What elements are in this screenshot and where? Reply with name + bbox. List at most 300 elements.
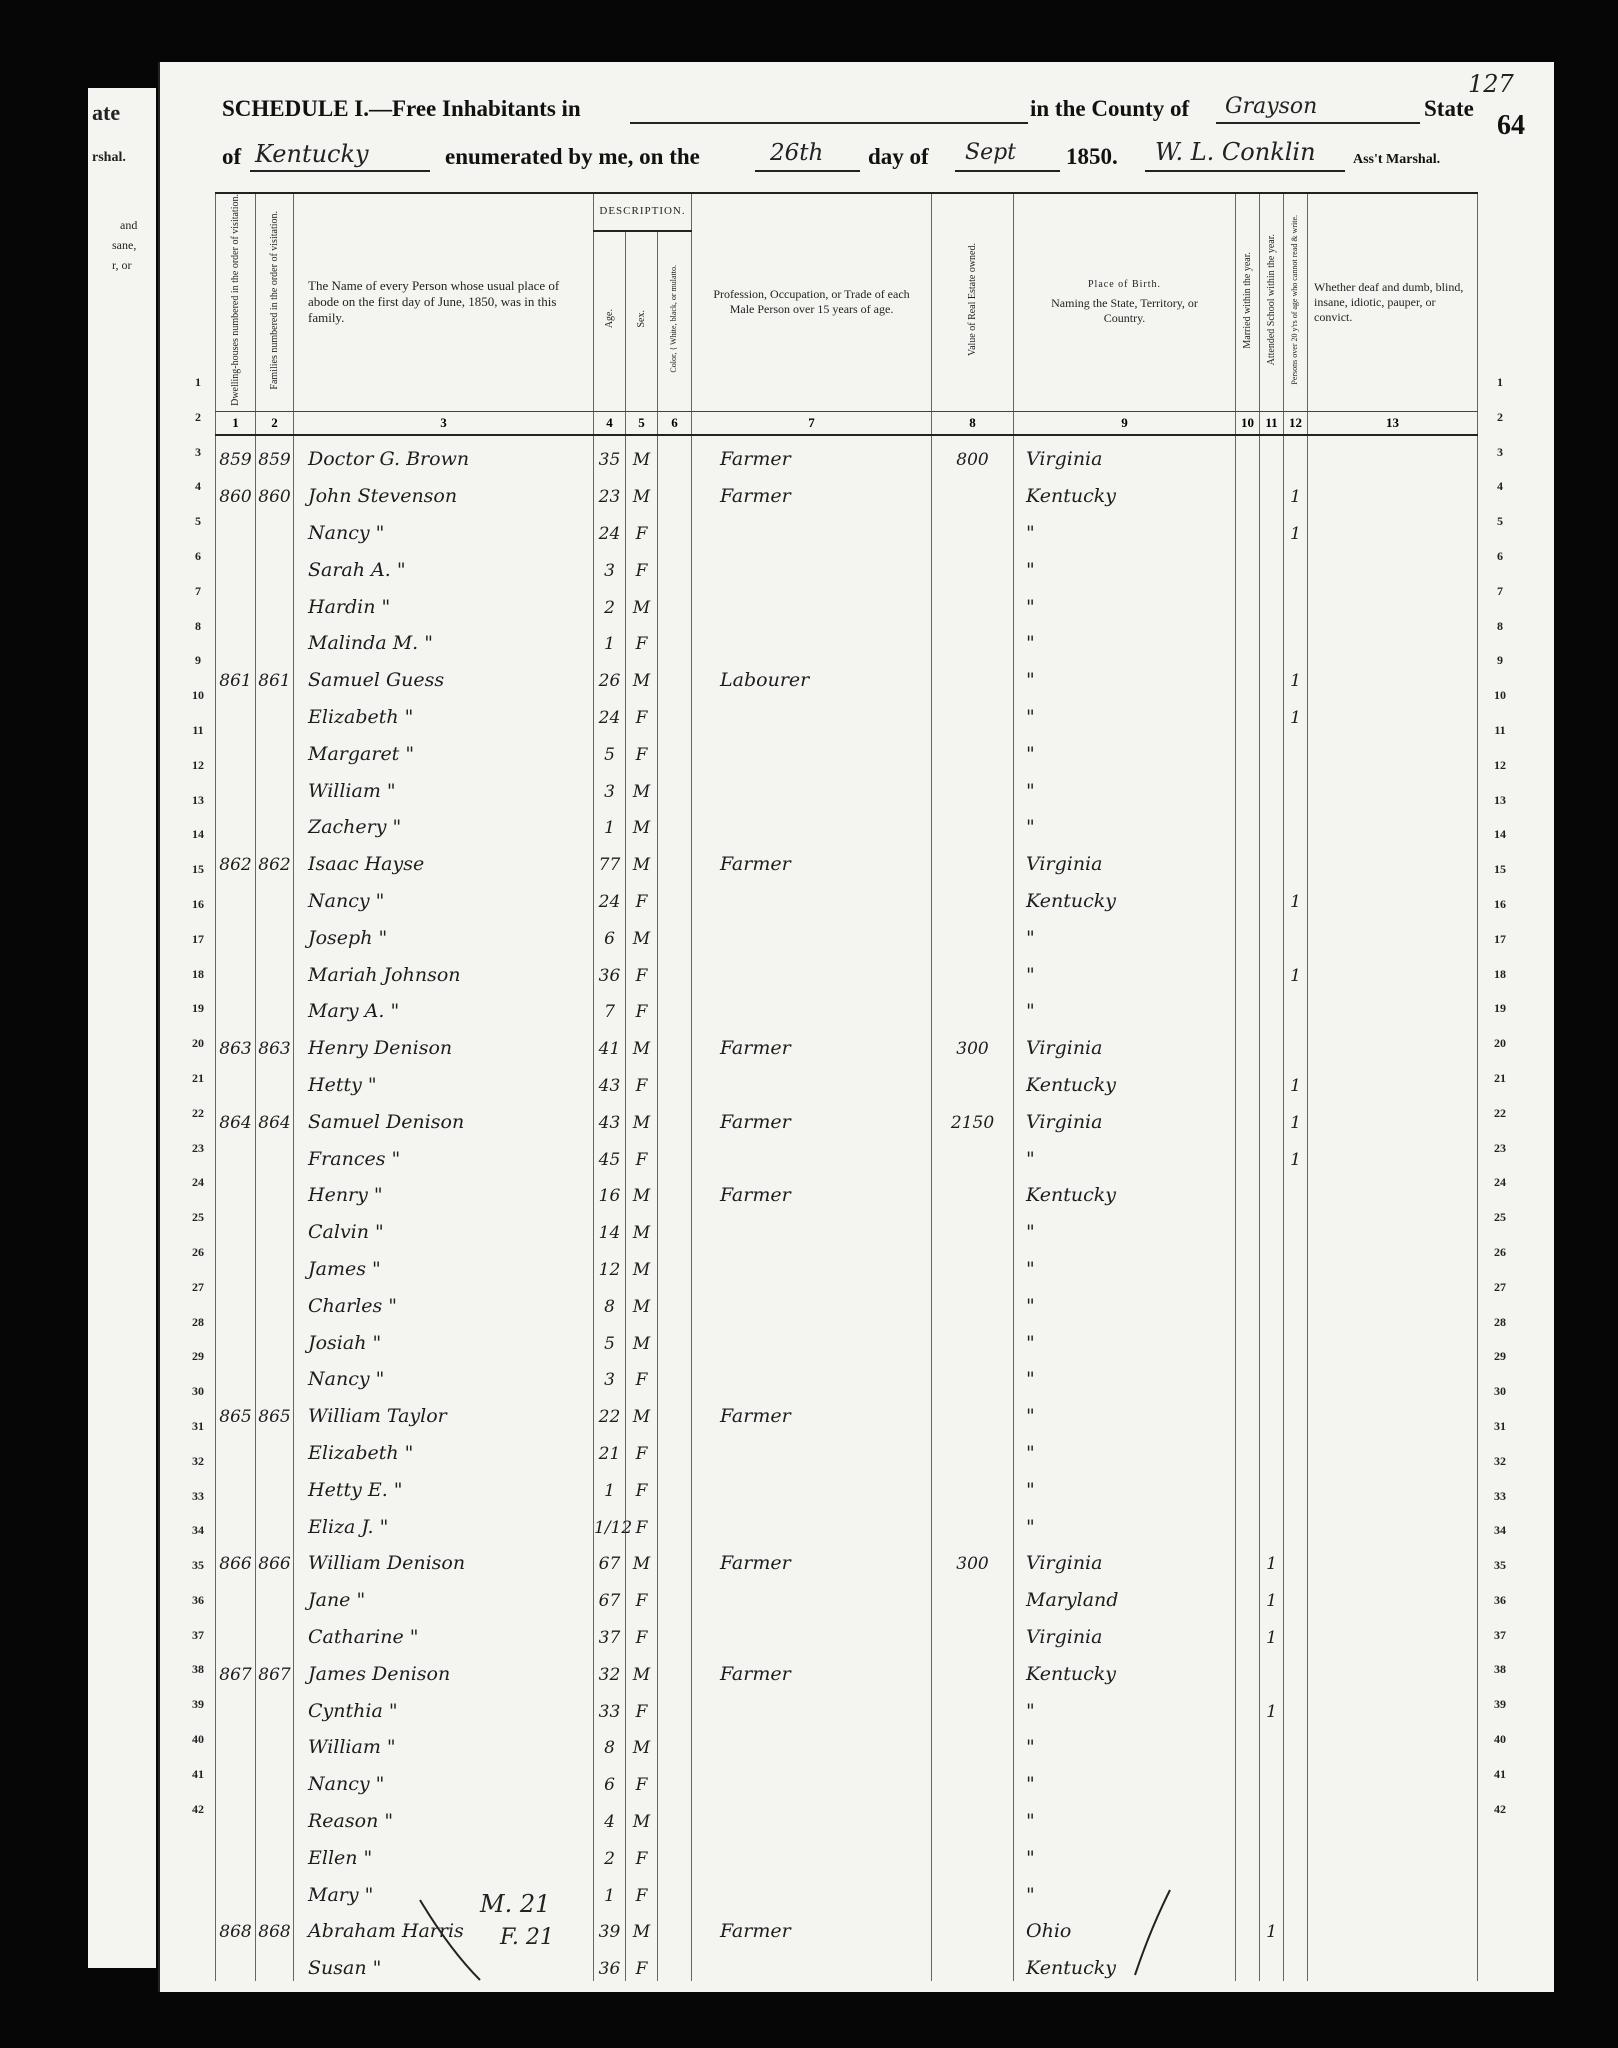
- line-number: 16: [1494, 896, 1506, 911]
- county-value: Grayson: [1225, 94, 1318, 119]
- line-number: 3: [1497, 444, 1503, 459]
- person-name: Hardin ": [294, 583, 594, 620]
- real-estate-value: [932, 1834, 1014, 1871]
- condition: [1308, 767, 1478, 804]
- age: 21: [594, 1429, 626, 1466]
- family-number: [256, 1208, 294, 1245]
- table-row: [216, 1282, 1478, 1319]
- occupation: [692, 1760, 932, 1797]
- col-header-description: DESCRIPTION.: [594, 193, 692, 231]
- sex: F: [626, 1613, 658, 1650]
- line-number: 4: [1497, 479, 1503, 494]
- real-estate-value: [932, 988, 1014, 1025]
- age: 8: [594, 1724, 626, 1761]
- person-name: Mariah Johnson: [294, 951, 594, 988]
- table-row: [216, 1245, 1478, 1282]
- color: [658, 620, 692, 657]
- illiterate-mark: 1: [1284, 1135, 1308, 1172]
- condition: [1308, 1061, 1478, 1098]
- birthplace: ": [1014, 1208, 1236, 1245]
- real-estate-value: [932, 767, 1014, 804]
- line-number: 26: [1494, 1244, 1506, 1259]
- condition: [1308, 1576, 1478, 1613]
- table-row: [216, 546, 1478, 583]
- married-mark: [1236, 988, 1260, 1025]
- married-mark: [1236, 1466, 1260, 1503]
- line-number: 30: [1494, 1384, 1506, 1399]
- table-row: [216, 804, 1478, 841]
- age: 2: [594, 1834, 626, 1871]
- family-number: 863: [256, 1024, 294, 1061]
- family-number: [256, 1797, 294, 1834]
- school-mark: [1260, 1356, 1284, 1393]
- person-name: Reason ": [294, 1797, 594, 1834]
- illiterate-mark: [1284, 840, 1308, 877]
- color: [658, 1356, 692, 1393]
- school-mark: [1260, 1650, 1284, 1687]
- real-estate-value: [932, 1650, 1014, 1687]
- school-mark: [1260, 1760, 1284, 1797]
- family-number: 860: [256, 472, 294, 509]
- table-row: [216, 840, 1478, 877]
- condition: [1308, 435, 1478, 473]
- illiterate-mark: [1284, 1650, 1308, 1687]
- birthplace: Kentucky: [1014, 1172, 1236, 1209]
- birthplace: ": [1014, 1429, 1236, 1466]
- person-name: Sarah A. ": [294, 546, 594, 583]
- col-number: 6: [658, 411, 692, 435]
- line-number: 33: [192, 1488, 204, 1503]
- occupation: [692, 1319, 932, 1356]
- family-number: [256, 1944, 294, 1981]
- dwelling-number: [216, 1760, 256, 1797]
- col-number: 2: [256, 411, 294, 435]
- line-number: 10: [1494, 688, 1506, 703]
- dwelling-number: [216, 1834, 256, 1871]
- family-number: [256, 730, 294, 767]
- line-number: 22: [192, 1105, 204, 1120]
- age: 23: [594, 472, 626, 509]
- dwelling-number: 866: [216, 1540, 256, 1577]
- family-number: 862: [256, 840, 294, 877]
- table-row: [216, 1834, 1478, 1871]
- condition: [1308, 1724, 1478, 1761]
- line-number: 14: [1494, 827, 1506, 842]
- condition: [1308, 620, 1478, 657]
- married-mark: [1236, 1392, 1260, 1429]
- table-row: [216, 1172, 1478, 1209]
- condition: [1308, 1760, 1478, 1797]
- occupation: [692, 914, 932, 951]
- family-number: [256, 1466, 294, 1503]
- family-number: 867: [256, 1650, 294, 1687]
- school-mark: 1: [1260, 1908, 1284, 1945]
- occupation: [692, 1724, 932, 1761]
- line-number: 23: [192, 1140, 204, 1155]
- real-estate-value: [932, 1208, 1014, 1245]
- birthplace: ": [1014, 914, 1236, 951]
- family-number: [256, 1319, 294, 1356]
- married-mark: [1236, 1834, 1260, 1871]
- state-label: State: [1424, 96, 1474, 121]
- family-number: 864: [256, 1098, 294, 1135]
- col-header-sex: Sex.: [626, 231, 658, 411]
- age: 24: [594, 509, 626, 546]
- occupation: Farmer: [692, 1024, 932, 1061]
- condition: [1308, 1024, 1478, 1061]
- line-number: 34: [1494, 1523, 1506, 1538]
- age: 24: [594, 693, 626, 730]
- school-mark: [1260, 435, 1284, 473]
- real-estate-value: [932, 840, 1014, 877]
- married-mark: [1236, 840, 1260, 877]
- married-mark: [1236, 656, 1260, 693]
- age: 24: [594, 877, 626, 914]
- real-estate-value: [932, 693, 1014, 730]
- illiterate-mark: [1284, 1908, 1308, 1945]
- birthplace: Maryland: [1014, 1576, 1236, 1613]
- illiterate-mark: [1284, 988, 1308, 1025]
- table-row: [216, 914, 1478, 951]
- real-estate-value: 2150: [932, 1098, 1014, 1135]
- line-number: 38: [1494, 1662, 1506, 1677]
- sex: M: [626, 1098, 658, 1135]
- dwelling-number: 861: [216, 656, 256, 693]
- birthplace: ": [1014, 1392, 1236, 1429]
- married-mark: [1236, 1098, 1260, 1135]
- condition: [1308, 1871, 1478, 1908]
- line-number: 20: [192, 1036, 204, 1051]
- condition: [1308, 840, 1478, 877]
- page-number: 127: [1468, 70, 1514, 98]
- birthplace: ": [1014, 951, 1236, 988]
- sex: M: [626, 1208, 658, 1245]
- line-number: 36: [1494, 1592, 1506, 1607]
- line-number: 13: [1494, 792, 1506, 807]
- line-number: 2: [1497, 409, 1503, 424]
- occupation: [692, 1503, 932, 1540]
- person-name: Frances ": [294, 1135, 594, 1172]
- school-mark: 1: [1260, 1576, 1284, 1613]
- school-mark: [1260, 583, 1284, 620]
- line-number: 19: [192, 1001, 204, 1016]
- school-mark: [1260, 1024, 1284, 1061]
- table-row: [216, 951, 1478, 988]
- line-number: 24: [192, 1175, 204, 1190]
- birthplace: ": [1014, 620, 1236, 657]
- table-row: [216, 1650, 1478, 1687]
- illiterate-mark: [1284, 1356, 1308, 1393]
- married-mark: [1236, 804, 1260, 841]
- illiterate-mark: [1284, 914, 1308, 951]
- married-mark: [1236, 693, 1260, 730]
- occupation: Farmer: [692, 840, 932, 877]
- sex: F: [626, 693, 658, 730]
- line-number: 30: [192, 1384, 204, 1399]
- month-value: Sept: [965, 140, 1017, 165]
- condition: [1308, 1392, 1478, 1429]
- birthplace: ": [1014, 509, 1236, 546]
- family-number: [256, 1429, 294, 1466]
- line-number: 31: [192, 1418, 204, 1433]
- sex: F: [626, 1356, 658, 1393]
- adjacent-page-fragment: [88, 88, 156, 1968]
- illiterate-mark: [1284, 1466, 1308, 1503]
- person-name: William ": [294, 767, 594, 804]
- occupation: [692, 620, 932, 657]
- census-table: [215, 192, 1478, 1981]
- person-name: Margaret ": [294, 730, 594, 767]
- illiterate-mark: [1284, 1392, 1308, 1429]
- birthplace: Virginia: [1014, 1540, 1236, 1577]
- occupation: Farmer: [692, 1650, 932, 1687]
- school-mark: [1260, 730, 1284, 767]
- color: [658, 1392, 692, 1429]
- line-number: 1: [1497, 375, 1503, 389]
- marshal-blank: [1145, 170, 1345, 172]
- table-row: [216, 1135, 1478, 1172]
- table-row: [216, 1540, 1478, 1577]
- color: [658, 693, 692, 730]
- line-number: 9: [1497, 653, 1503, 668]
- col-number: 4: [594, 411, 626, 435]
- dwelling-number: [216, 1466, 256, 1503]
- dwelling-number: [216, 1503, 256, 1540]
- married-mark: [1236, 1061, 1260, 1098]
- school-mark: [1260, 1724, 1284, 1761]
- person-name: James Denison: [294, 1650, 594, 1687]
- family-number: [256, 583, 294, 620]
- person-name: Nancy ": [294, 509, 594, 546]
- col-number: 12: [1284, 411, 1308, 435]
- fragment-text: ate: [92, 100, 121, 125]
- col-number: 7: [692, 411, 932, 435]
- school-mark: [1260, 951, 1284, 988]
- line-number: 16: [192, 896, 204, 911]
- sex: F: [626, 509, 658, 546]
- col-header-condition: Whether deaf and dumb, blind, insane, idiotic, pauper, or convict.: [1308, 193, 1478, 411]
- birthplace: Virginia: [1014, 435, 1236, 473]
- illiterate-mark: [1284, 546, 1308, 583]
- line-number: 10: [192, 688, 204, 703]
- school-mark: [1260, 1135, 1284, 1172]
- school-mark: [1260, 1797, 1284, 1834]
- condition: [1308, 951, 1478, 988]
- dwelling-number: [216, 1135, 256, 1172]
- color: [658, 1466, 692, 1503]
- illiterate-mark: 1: [1284, 1098, 1308, 1135]
- table-row: [216, 1760, 1478, 1797]
- illiterate-mark: [1284, 1540, 1308, 1577]
- birthplace: ": [1014, 1135, 1236, 1172]
- sex: F: [626, 1135, 658, 1172]
- line-number: 42: [192, 1801, 204, 1816]
- line-number: 15: [1494, 862, 1506, 877]
- age: 1: [594, 1466, 626, 1503]
- line-number: 20: [1494, 1036, 1506, 1051]
- col-header-real-estate: Value of Real Estate owned.: [932, 193, 1014, 411]
- family-number: 868: [256, 1908, 294, 1945]
- dwelling-number: [216, 988, 256, 1025]
- line-number: 39: [192, 1697, 204, 1712]
- person-name: William Denison: [294, 1540, 594, 1577]
- age: 43: [594, 1098, 626, 1135]
- col-number: 3: [294, 411, 594, 435]
- sex: M: [626, 656, 658, 693]
- sex: M: [626, 472, 658, 509]
- line-number: 9: [195, 653, 201, 668]
- sex: M: [626, 1540, 658, 1577]
- tally-pen-strokes: [410, 1880, 1190, 1990]
- family-number: [256, 1760, 294, 1797]
- age: 37: [594, 1613, 626, 1650]
- dwelling-number: 864: [216, 1098, 256, 1135]
- school-mark: [1260, 804, 1284, 841]
- school-mark: [1260, 656, 1284, 693]
- occupation: [692, 1135, 932, 1172]
- line-number: 23: [1494, 1140, 1506, 1155]
- line-number: 40: [192, 1732, 204, 1747]
- age: 1: [594, 1871, 626, 1908]
- person-name: Eliza J. ": [294, 1503, 594, 1540]
- married-mark: [1236, 1356, 1260, 1393]
- person-name: Hetty ": [294, 1061, 594, 1098]
- col-header-family: Families numbered in the order of visitation.: [256, 193, 294, 411]
- enumerated-label: enumerated by me, on the: [445, 144, 700, 169]
- line-number: 41: [1494, 1766, 1506, 1781]
- married-mark: [1236, 1687, 1260, 1724]
- dwelling-number: 863: [216, 1024, 256, 1061]
- occupation: [692, 767, 932, 804]
- real-estate-value: [932, 730, 1014, 767]
- color: [658, 656, 692, 693]
- age: 45: [594, 1135, 626, 1172]
- family-number: 866: [256, 1540, 294, 1577]
- dwelling-number: 860: [216, 472, 256, 509]
- person-name: Calvin ": [294, 1208, 594, 1245]
- person-name: Abraham Harris: [294, 1908, 594, 1945]
- dwelling-number: [216, 583, 256, 620]
- real-estate-value: [932, 1466, 1014, 1503]
- color: [658, 877, 692, 914]
- line-number: 13: [192, 792, 204, 807]
- condition: [1308, 472, 1478, 509]
- color: [658, 1724, 692, 1761]
- school-mark: [1260, 509, 1284, 546]
- condition: [1308, 1208, 1478, 1245]
- married-mark: [1236, 1503, 1260, 1540]
- birthplace: Virginia: [1014, 1024, 1236, 1061]
- age: 32: [594, 1650, 626, 1687]
- condition: [1308, 730, 1478, 767]
- birthplace: Kentucky: [1014, 1061, 1236, 1098]
- age: 7: [594, 988, 626, 1025]
- family-number: [256, 1061, 294, 1098]
- illiterate-mark: 1: [1284, 877, 1308, 914]
- line-number: 25: [192, 1210, 204, 1225]
- dwelling-number: [216, 1429, 256, 1466]
- color: [658, 1834, 692, 1871]
- condition: [1308, 1503, 1478, 1540]
- family-number: [256, 1613, 294, 1650]
- sex: F: [626, 951, 658, 988]
- school-mark: [1260, 546, 1284, 583]
- age: 22: [594, 1392, 626, 1429]
- person-name: Charles ": [294, 1282, 594, 1319]
- family-number: [256, 620, 294, 657]
- dwelling-number: [216, 1871, 256, 1908]
- fragment-text: r, or: [112, 258, 132, 272]
- school-mark: 1: [1260, 1613, 1284, 1650]
- sex: M: [626, 1024, 658, 1061]
- person-name: Mary ": [294, 1871, 594, 1908]
- line-number: 35: [1494, 1558, 1506, 1573]
- person-name: Malinda M. ": [294, 620, 594, 657]
- occupation: Farmer: [692, 435, 932, 473]
- illiterate-mark: [1284, 583, 1308, 620]
- married-mark: [1236, 472, 1260, 509]
- fragment-text: rshal.: [92, 150, 126, 165]
- occupation: [692, 730, 932, 767]
- age: 3: [594, 546, 626, 583]
- married-mark: [1236, 1245, 1260, 1282]
- occupation: [692, 1282, 932, 1319]
- day-of-label: day of: [868, 144, 929, 169]
- color: [658, 1024, 692, 1061]
- line-number: 6: [195, 548, 201, 563]
- line-number: 25: [1494, 1210, 1506, 1225]
- married-mark: [1236, 1135, 1260, 1172]
- family-number: [256, 509, 294, 546]
- person-name: Zachery ": [294, 804, 594, 841]
- person-name: William Taylor: [294, 1392, 594, 1429]
- person-name: Doctor G. Brown: [294, 435, 594, 473]
- married-mark: [1236, 1429, 1260, 1466]
- color: [658, 1319, 692, 1356]
- birthplace: ": [1014, 988, 1236, 1025]
- age: 6: [594, 1760, 626, 1797]
- color: [658, 1613, 692, 1650]
- occupation: [692, 1356, 932, 1393]
- family-number: [256, 1503, 294, 1540]
- married-mark: [1236, 730, 1260, 767]
- school-mark: [1260, 472, 1284, 509]
- table-row: [216, 509, 1478, 546]
- real-estate-value: [932, 546, 1014, 583]
- occupation: Farmer: [692, 1908, 932, 1945]
- occupation: [692, 1834, 932, 1871]
- line-number: 2: [195, 409, 201, 424]
- table-row: [216, 472, 1478, 509]
- age: 43: [594, 1061, 626, 1098]
- table-row: [216, 1208, 1478, 1245]
- line-number: 28: [1494, 1314, 1506, 1329]
- school-mark: [1260, 1172, 1284, 1209]
- illiterate-mark: [1284, 1613, 1308, 1650]
- school-mark: [1260, 693, 1284, 730]
- line-number: 6: [1497, 548, 1503, 563]
- color: [658, 1135, 692, 1172]
- color: [658, 1061, 692, 1098]
- person-name: John Stevenson: [294, 472, 594, 509]
- col-number: 8: [932, 411, 1014, 435]
- family-number: [256, 693, 294, 730]
- illiterate-mark: [1284, 1687, 1308, 1724]
- sex: M: [626, 435, 658, 473]
- family-number: [256, 1135, 294, 1172]
- table-row: [216, 1024, 1478, 1061]
- dwelling-number: [216, 1724, 256, 1761]
